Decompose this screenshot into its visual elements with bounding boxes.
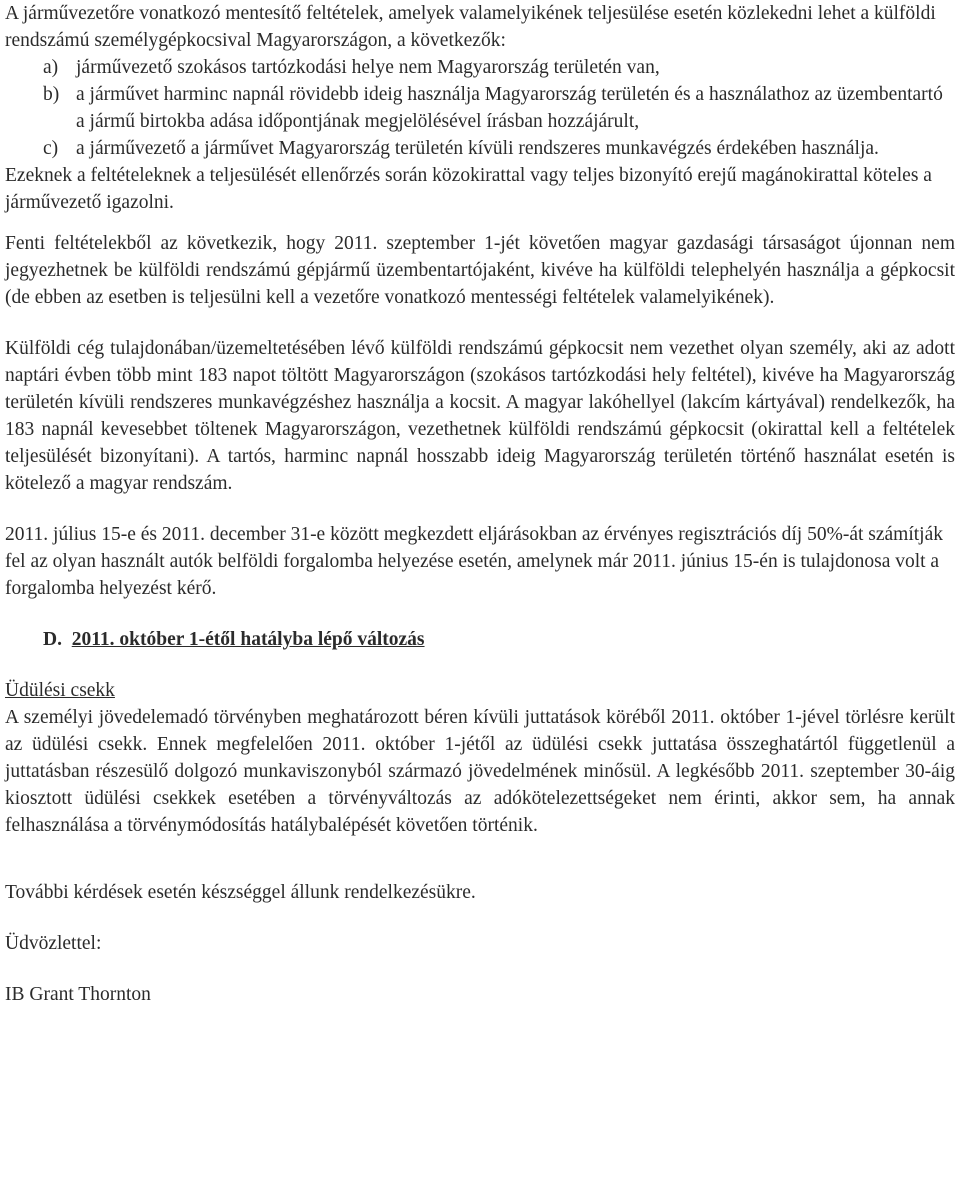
exemption-conditions [5, 0, 955, 216]
paragraph-registration-fee: 2011. július 15-e és 2011. december 31-e között megkezdett eljárásokban az érvényes regisztrációs díj 50%-át számítják fel az olyan használt autók belföldi forgalomba helyezése esetén, amelynek már 2011. június 15-én is tulajdonosa volt a forgalomba helyezést kérő. [5, 524, 944, 599]
list-item [5, 81, 955, 135]
list-item-text: a járművet harminc napnál rövidebb ideig használja Magyarország területén és a használathoz az üzembentartó a jármű birtokba adása időpontjának megjelölésével írásban hozzájárult, [76, 84, 943, 132]
conditions-list [5, 54, 955, 162]
closing-line: További kérdések esetén készséggel állunk rendelkezésükre. [5, 882, 476, 903]
list-item-text: a járművezető a járművet Magyarország területén kívüli rendszeres munkavégzés érdekében használja. [76, 138, 879, 159]
section-heading [5, 626, 955, 653]
section-title: 2011. október 1-étől hatályba lépő változás [71, 629, 425, 650]
list-item [5, 135, 955, 162]
intro-line: A járművezetőre vonatkozó mentesítő feltételek, amelyek valamelyikének teljesülése esetén közlekedni lehet a külföldi rendszámú személygépkocsival Magyarországon, a következők: [5, 3, 936, 51]
list-item-text: járművezető szokásos tartózkodási helye nem Magyarország területén van, [76, 57, 660, 78]
section-letter: D. [43, 629, 62, 650]
list-item [5, 54, 955, 81]
paragraph-company-registration: Fenti feltételekből az következik, hogy 2011. szeptember 1-jét követően magyar gazdasági társaságot újonnan nem jegyezhetnek be külföldi rendszámú gépjármű üzembentartójaként, kivéve ha külföldi telephelyén használja a gépkocsit (de ebben az esetben is teljesülni kell a vezetőre vonatkozó mentességi feltételek valamelyikének). [5, 233, 955, 308]
greeting: Üdvözlettel: [5, 933, 102, 954]
intro-closing: Ezeknek a feltételeknek a teljesülését ellenőrzés során közokirattal vagy teljes bizonyító erejű magánokirattal köteles a járművezető igazolni. [5, 165, 932, 213]
signature: IB Grant Thornton [5, 984, 151, 1005]
subheading: Üdülési csekk [5, 680, 115, 701]
list-marker: b) [43, 84, 60, 105]
document-page [5, 0, 955, 1008]
paragraph-holiday-voucher: A személyi jövedelemadó törvényben meghatározott béren kívüli juttatások köréből 2011. október 1-jével törlésre került az üdülési csekk. Ennek megfelelően 2011. október 1-jétől az üdülési csekk juttatása összeghatártól függetlenül a juttatásban részesülő dolgozó munkaviszonyból származó jövedelmének minősül. A legkésőbb 2011. szeptember 30-áig kiosztott üdülési csekkek esetében a törvényváltozás az adókötelezettségeket nem érinti, akkor sem, ha annak felhasználása a törvénymódosítás hatálybalépését követően történik. [5, 707, 955, 836]
list-marker: a) [43, 57, 59, 78]
list-marker: c) [43, 138, 59, 159]
paragraph-foreign-company-car: Külföldi cég tulajdonában/üzemeltetésében lévő külföldi rendszámú gépkocsit nem vezethet olyan személy, aki az adott naptári évben több mint 183 napot töltött Magyarországon (szokásos tartózkodási hely feltétel), kivéve ha Magyarország területén kívüli rendszeres munkavégzéshez használja a kocsit. A magyar lakóhellyel (lakcím kártyával) rendelkezők, ha 183 napnál kevesebbet töltenek Magyarországon, vezethetnek külföldi rendszámú gépkocsit (okirattal kell a feltételek teljesülését bizonyítani). A tartós, harminc napnál hosszabb ideig Magyarország területén történő használat esetén is kötelező a magyar rendszám. [5, 338, 955, 494]
